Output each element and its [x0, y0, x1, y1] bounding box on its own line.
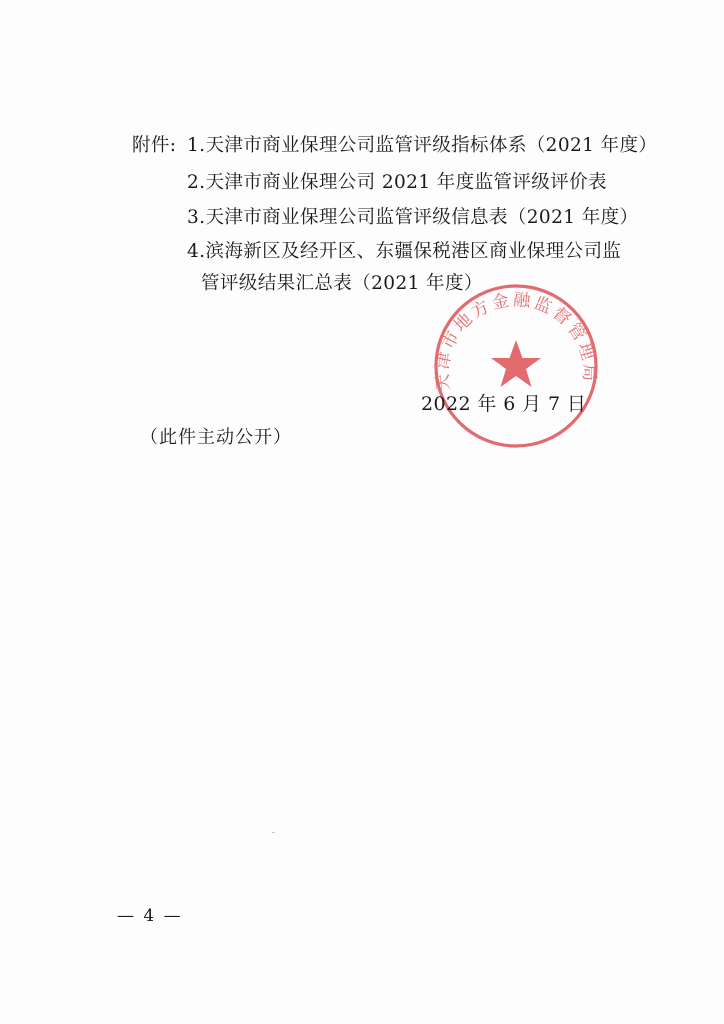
page-number: — 4 — — [117, 906, 183, 926]
attachment-item-1: 1.天津市商业保理公司监管评级指标体系（2021 年度） — [187, 135, 658, 156]
star-icon — [491, 340, 541, 387]
issue-date: 2022 年 6 月 7 日 — [421, 393, 587, 415]
official-seal — [432, 282, 600, 450]
scan-speck — [272, 832, 275, 833]
attachment-item-4-line-2: 管评级结果汇总表（2021 年度） — [201, 273, 483, 294]
attachment-item-4-line-1: 4.滨海新区及经开区、东疆保税港区商业保理公司监 — [187, 241, 622, 262]
attachment-item-3: 3.天津市商业保理公司监管评级信息表（2021 年度） — [187, 207, 639, 228]
seal-text: 天津市地方金融监督管理局 — [432, 290, 600, 392]
attachments-label: 附件: — [132, 135, 177, 156]
public-disclosure-note: （此件主动公开） — [140, 427, 292, 448]
attachment-item-2: 2.天津市商业保理公司 2021 年度监管评级评价表 — [187, 172, 607, 193]
